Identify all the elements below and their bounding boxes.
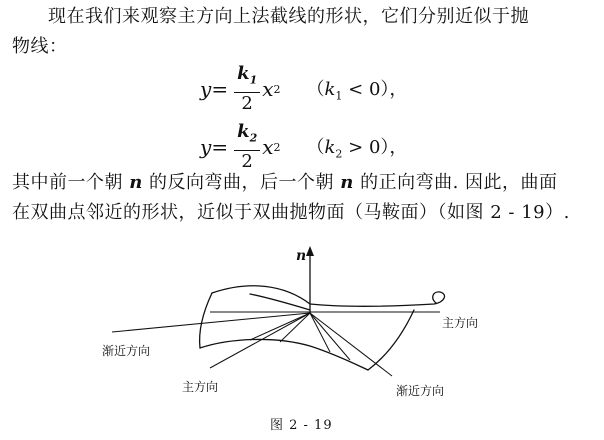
formula-2-num-sub: 2	[249, 131, 258, 145]
formula-1-cond-close: ），	[380, 79, 408, 101]
asymptotic-direction-line-bottom	[310, 313, 392, 376]
figure-caption: 图 2 - 19	[270, 418, 333, 433]
paragraph-1	[12, 2, 597, 62]
saddle-surface-diagram	[100, 240, 500, 400]
formula-2-var: x	[262, 135, 274, 159]
saddle-left-edge	[200, 293, 212, 348]
formula-1-condition	[307, 75, 408, 103]
paragraph-2-text-b: 的反向弯曲，后一个朝	[142, 172, 341, 193]
surface-ruling-1	[250, 313, 310, 340]
principal-direction-label-right: 主方向	[442, 316, 479, 330]
formula-1-numerator	[234, 64, 260, 93]
formula-2-lhs: y	[200, 135, 212, 159]
formula-2-cond-rel: > 0	[342, 137, 381, 159]
formula-2-exp: 2	[273, 140, 281, 154]
paragraph-2-line-1	[12, 168, 597, 198]
formula-2-num-var: k	[237, 121, 250, 143]
formula-2-eq: =	[211, 135, 229, 159]
paragraph-1-line-1: 现在我们来观察主方向上法截线的形状，它们分别近似于抛	[48, 6, 529, 27]
saddle-front-edge	[200, 339, 368, 370]
principal-direction-label-bottom: 主方向	[182, 380, 219, 394]
formula-1	[200, 64, 407, 114]
formula-2-condition	[307, 133, 408, 161]
formula-1-cond-open: （	[306, 79, 325, 101]
formula-1-eq: =	[211, 77, 229, 101]
formula-2-fraction	[234, 122, 260, 172]
formula-1-denominator: 2	[241, 92, 253, 114]
formula-1-cond-var: k	[324, 79, 336, 101]
formula-1-cond-sub: 1	[335, 89, 343, 103]
paragraph-2-line-2: 在双曲点邻近的形状，近似于双曲抛物面（马鞍面）（如图 2 - 19）.	[12, 202, 570, 223]
formula-2-numerator	[234, 122, 260, 151]
paragraph-2-text-a: 其中前一个朝	[12, 172, 130, 193]
formula-1-num-var: k	[237, 63, 250, 85]
formula-2-cond-sub: 2	[335, 147, 343, 161]
formula-2-cond-var: k	[324, 137, 336, 159]
formula-1-num-sub: 1	[249, 73, 258, 87]
saddle-figure	[100, 240, 500, 400]
asymptotic-direction-label-bottom: 渐近方向	[396, 384, 445, 398]
formula-2-denominator: 2	[241, 150, 253, 172]
saddle-fold-curve	[250, 294, 310, 310]
saddle-back-edge	[212, 286, 445, 307]
normal-vector-arrowhead	[306, 246, 314, 256]
paragraph-2-text-c: 的正向弯曲. 因此，曲面	[353, 172, 558, 193]
normal-vector-symbol: n	[129, 172, 143, 193]
normal-vector-symbol: n	[340, 172, 354, 193]
formula-1-fraction	[234, 64, 260, 114]
paragraph-1-line-2: 物线：	[12, 36, 68, 57]
formula-2	[200, 122, 407, 172]
saddle-right-edge	[368, 310, 414, 370]
formula-1-exp: 2	[273, 82, 281, 96]
formula-1-lhs: y	[200, 77, 212, 101]
formula-2-cond-close: ），	[380, 137, 408, 159]
formula-2-cond-open: （	[306, 137, 325, 159]
asymptotic-direction-label-left: 渐近方向	[102, 344, 151, 358]
normal-vector-label: n	[296, 248, 307, 264]
paragraph-2	[12, 168, 597, 228]
formula-1-cond-rel: < 0	[342, 79, 381, 101]
formula-1-var: x	[262, 77, 274, 101]
